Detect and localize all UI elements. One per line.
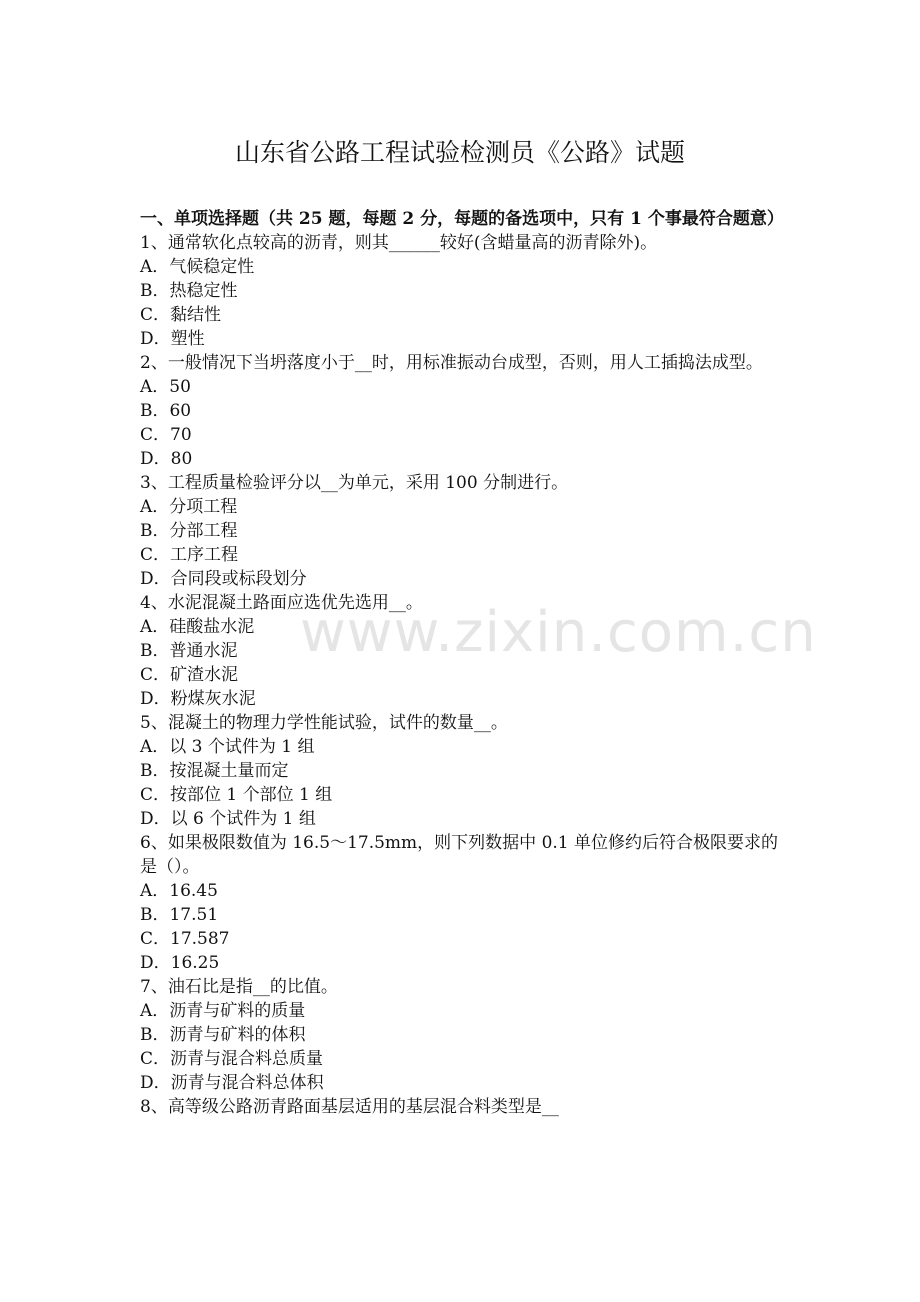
option-c: C．沥青与混合料总质量 (140, 1049, 324, 1069)
option-b: B．分部工程 (140, 521, 238, 541)
question-text: 7、油石比是指__的比值。 (140, 977, 338, 997)
document-body (140, 207, 785, 1119)
question-2 (140, 351, 785, 471)
option-d: D．16.25 (140, 953, 220, 973)
option-b: B．普通水泥 (140, 641, 238, 661)
option-b: B．按混凝土量而定 (140, 761, 289, 781)
option-b: B．热稳定性 (140, 281, 238, 301)
option-d: D．合同段或标段划分 (140, 569, 307, 589)
question-text: 6、如果极限数值为 16.5～17.5mm，则下列数据中 0.1 单位修约后符合极限要求的是（）。 (140, 833, 779, 877)
option-a: A．以 3 个试件为 1 组 (140, 737, 315, 757)
question-text: 5、混凝土的物理力学性能试验，试件的数量__。 (140, 713, 508, 733)
option-b: B．沥青与矿料的体积 (140, 1025, 306, 1045)
option-b: B．60 (140, 401, 192, 421)
question-text: 3、工程质量检验评分以__为单元，采用 100 分制进行。 (140, 473, 569, 493)
question-5 (140, 711, 785, 831)
question-text: 4、水泥混凝土路面应选优先选用__。 (140, 593, 423, 613)
option-a: A．气候稳定性 (140, 257, 255, 277)
question-7 (140, 975, 785, 1095)
option-c: C．70 (140, 425, 192, 445)
question-text: 1、通常软化点较高的沥青，则其______较好(含蜡量高的沥青除外)。 (140, 233, 658, 253)
question-3 (140, 471, 785, 591)
option-c: C．矿渣水泥 (140, 665, 239, 685)
question-text: 8、高等级公路沥青路面基层适用的基层混合料类型是__ (140, 1097, 559, 1117)
question-8 (140, 1095, 785, 1119)
option-a: A．分项工程 (140, 497, 238, 517)
option-c: C．工序工程 (140, 545, 239, 565)
question-text: 2、一般情况下当坍落度小于__时，用标准振动台成型，否则，用人工插捣法成型。 (140, 353, 763, 373)
question-4 (140, 591, 785, 711)
option-a: A．沥青与矿料的质量 (140, 1001, 306, 1021)
option-a: A．50 (140, 377, 191, 397)
section-heading: 一、单项选择题（共 25 题，每题 2 分，每题的备选项中，只有 1 个事最符合题意） (140, 209, 784, 229)
watermark: www.zixin.com.cn (300, 600, 817, 665)
option-a: A．16.45 (140, 881, 218, 901)
question-1 (140, 231, 785, 351)
option-b: B．17.51 (140, 905, 219, 925)
option-d: D．粉煤灰水泥 (140, 689, 256, 709)
page-title: 山东省公路工程试验检测员《公路》试题 (234, 138, 685, 167)
option-c: C．按部位 1 个部位 1 组 (140, 785, 333, 805)
option-c: C．17.587 (140, 929, 230, 949)
option-d: D．沥青与混合料总体积 (140, 1073, 324, 1093)
option-c: C．黏结性 (140, 305, 222, 325)
option-d: D．塑性 (140, 329, 205, 349)
question-6 (140, 831, 785, 975)
option-a: A．硅酸盐水泥 (140, 617, 255, 637)
option-d: D．80 (140, 449, 193, 469)
option-d: D．以 6 个试件为 1 组 (140, 809, 316, 829)
